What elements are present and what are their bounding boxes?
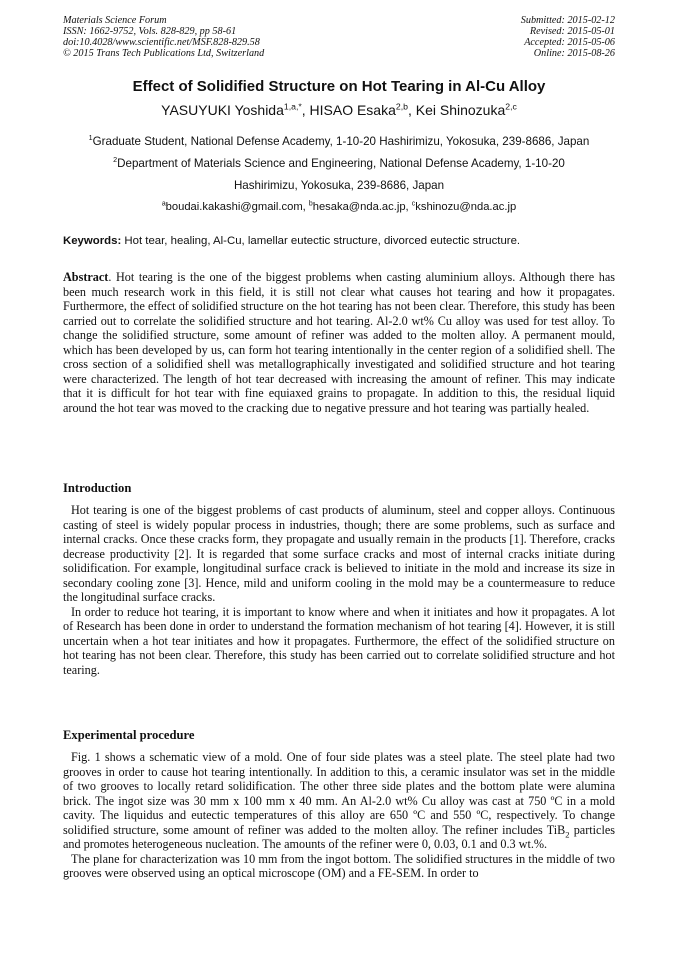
affiliation-2 (0, 157, 678, 170)
email-mark: b (308, 200, 313, 208)
copyright-line: © 2015 Trans Tech Publications Ltd, Switzerland (63, 48, 265, 59)
email-mark: c (411, 200, 416, 208)
paragraph (63, 750, 615, 852)
abstract-label: Abstract (63, 270, 109, 284)
author-name: YASUYUKI Yoshida (161, 102, 284, 118)
paragraph-text: particles and promotes heterogeneous nucleation. The amounts of the refiner were 0, 0.03, 0.1 and 0.3 wt.%. (63, 822, 615, 851)
issn-line: ISSN: 1662-9752, Vols. 828-829, pp 58-61 (63, 26, 237, 37)
author-name: HISAO Esaka (309, 102, 396, 118)
experimental-body (63, 750, 615, 881)
affiliation-text: Graduate Student, National Defense Academy, 1-10-20 Hashirimizu, Yokosuka, 239-8686, Japan (92, 135, 590, 148)
paragraph: In order to reduce hot tearing, it is important to know where and when it initiates and how it propagates. A lot of Research has been done in order to understand the formation mechanism of hot tearing [4]. However, it is still uncertain when a hot tear initiates and how it propagates. Furthermore, the effect of the solidified structure on hot tearing has not been clear. Therefore, this study has been carried out to correlate solidified structure and hot tearing. (63, 604, 615, 677)
email-address: boudai.kakashi@gmail.com, (165, 201, 309, 213)
affiliation-text: Department of Materials Science and Engineering, National Defense Academy, 1-10-20 (117, 157, 565, 170)
email-address: kshinozu@nda.ac.jp (415, 201, 517, 213)
journal-header-right (521, 15, 615, 59)
author-name: Kei Shinozuka (415, 102, 506, 118)
author-affiliation-mark: 2,c (505, 101, 517, 112)
affiliation-mark: 1 (88, 133, 93, 143)
revised-date: Revised: 2015-05-01 (529, 26, 615, 37)
email-mark: a (161, 200, 166, 208)
affiliation-1 (0, 135, 678, 148)
abstract-text: . Hot tearing is the one of the biggest problems when casting aluminium alloys. Although there has been much research work in this field, it is still not clear what causes hot tearing and how it propagates. Furthermore, the effect of solidified structure on the hot tearing has not been clear. Therefore, this study has been carried out to correlate the solidified structure and hot tearing. Al-2.0 wt% Cu alloy was used for test alloy. To change the solidified structure, some amount of refiner was added to the molten alloy. A permanent mould, which has been developed by us, can form hot tearing intentionally in the center region of a solidified shell. The cross section of a solidified shell was metallographically investigated and solidified structure and hot tearing were characterized. The length of hot tear decreased with increasing the amount of refiner. This may indicate that it is difficult for hot tear with fine equiaxed grains to propagate. In addition to this, the residual liquid around the hot tear was moved to the cracking due to negative pressure and hot tearing was partially healed. (63, 270, 615, 415)
journal-name: Materials Science Forum (63, 15, 167, 26)
author-affiliation-mark: 1,a,* (283, 101, 302, 112)
author-separator: , (301, 102, 310, 118)
affiliation-2-continued: Hashirimizu, Yokosuka, 239-8686, Japan (233, 179, 445, 192)
paragraph: Hot tearing is one of the biggest problems of cast products of aluminum, steel and copper alloys. Continuous casting of steel is widely popular process in industries, though; there are some problems, such as surface and internal cracks. Once these cracks form, they propagate and usually remain in the products [1]. Therefore, cracks decrease productivity [2]. It is regarded that some surface cracks and most of internal cracks initiate during solidification. For example, longitudinal surface crack is believed to initiate in the mold and increase its size in secondary cooling zone [3]. Hence, mild and uniform cooling in the mold may be a countermeasure to reduce the longitudinal surface cracks. (63, 503, 615, 604)
keywords (63, 235, 615, 247)
author-list (0, 102, 678, 118)
submitted-date: Submitted: 2015-02-12 (520, 15, 615, 26)
abstract (63, 270, 615, 415)
author-affiliation-mark: 2,b (395, 101, 408, 112)
keywords-text: Hot tear, healing, Al-Cu, lamellar eutectic structure, divorced eutectic structure. (121, 235, 521, 247)
affiliation-mark: 2 (113, 155, 118, 165)
online-date: Online: 2015-08-26 (533, 48, 615, 59)
doi-line: doi:10.4028/www.scientific.net/MSF.828-829.58 (63, 37, 260, 48)
author-separator: , (407, 102, 416, 118)
accepted-date: Accepted: 2015-05-06 (524, 37, 615, 48)
section-heading-introduction: Introduction (63, 481, 132, 495)
section-heading-experimental: Experimental procedure (63, 728, 195, 742)
subscript: 2 (565, 828, 570, 839)
keywords-label: Keywords: (63, 235, 122, 247)
paragraph: The plane for characterization was 10 mm from the ingot bottom. The solidified structures in the middle of two grooves were observed using an optical microscope (OM) and a FE-SEM. In order to (63, 851, 615, 880)
email-list (0, 201, 678, 213)
paragraph-text: Fig. 1 shows a schematic view of a mold. One of four side plates was a steel plate. The steel plate had two grooves in order to cause hot tearing intentionally. In addition to this, a ceramic insulator was set in the middle of two grooves to locally retard solidification. The other three side plates and the bottom plate were alumina brick. The ingot size was 30 mm x 100 mm x 40 mm. An Al-2.0 wt% Cu alloy was cast at 750 ºC in a mold cavity. The liquidus and eutectic temperatures of this alloy are 650 ºC and 550 ºC, respectively. To change solidified structure, some amount of refiner was added to the molten alloy. The refiner includes TiB (63, 750, 615, 837)
introduction-body (63, 503, 615, 677)
email-address: hesaka@nda.ac.jp, (312, 201, 412, 213)
journal-header-left (63, 15, 264, 59)
paper-title: Effect of Solidified Structure on Hot Tearing in Al-Cu Alloy (132, 78, 546, 95)
